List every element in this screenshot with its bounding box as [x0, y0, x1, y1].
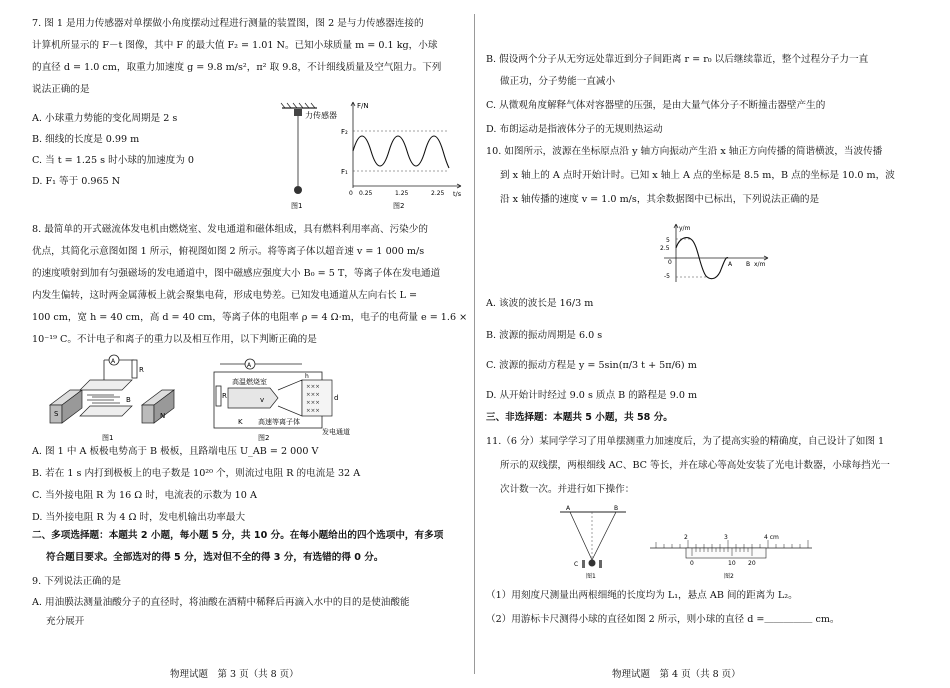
- svg-text:×××: ×××: [306, 392, 320, 398]
- section-3-header: 三、非选择题：本题共 5 小题，共 58 分。: [486, 412, 673, 423]
- section-2-line: 二、多项选择题：本题共 2 小题，每小题 5 分，共 10 分。在每小题给出的四个选项中，有多项: [32, 530, 444, 541]
- column-divider: [474, 14, 475, 674]
- point-a-label: A: [566, 505, 571, 512]
- q11-fig2-caption: 图2: [724, 573, 734, 580]
- svg-text:×××: ×××: [306, 408, 320, 414]
- q9-option-a-cont: 充分展开: [46, 616, 85, 627]
- width-label: h: [305, 373, 309, 380]
- tick-label: -5: [664, 273, 670, 280]
- point-c-label: C: [574, 561, 579, 568]
- q9-option-a: A. 用油膜法测量油酸分子的直径时，将油酸在酒精中稀释后再滴入水中的目的是使油酸能: [32, 597, 410, 608]
- plate-b-label: B: [126, 396, 131, 404]
- q7-line: 7. 图 1 是用力传感器对单摆做小角度摆动过程进行测量的装置图，图 2 是与力传感器连接的: [32, 18, 424, 29]
- vernier-label: 0: [690, 560, 694, 567]
- q8-option-c: C. 当外接电阻 R 为 16 Ω 时，电流表的示数为 10 A: [32, 490, 257, 501]
- q10-option-b: B. 波源的振动周期是 6.0 s: [486, 330, 603, 341]
- q9-option-b-cont: 做正功，分子势能一直减小: [500, 76, 616, 87]
- q8-line: 内发生偏转，这时两金属薄板上就会聚集电荷，形成电势差。已知发电通道从左向右长 L =: [32, 290, 418, 301]
- page-footer-right: 物理试题 第 4 页（共 8 页）: [612, 669, 741, 680]
- tick-label: 0: [349, 190, 353, 197]
- q8-line: 8. 最简单的开式磁流体发电机由燃烧室、发电通道和磁体组成，具有燃料利用率高、污染少的: [32, 224, 428, 235]
- q9-option-b: B. 假设两个分子从无穷远处靠近到分子间距离 r = r₀ 以后继续靠近，整个过程分子力一直: [486, 54, 869, 65]
- q7-line: 说法正确的是: [32, 84, 90, 95]
- q11-line: 所示的双线摆，两根细线 AC、BC 等长，并在球心等高处安装了光电计数器，小球每挡光一: [500, 460, 890, 471]
- q7-option-c: C. 当 t = 1.25 s 时小球的加速度为 0: [32, 155, 195, 166]
- q9-option-c: C. 从微观角度解释气体对容器壁的压强，是由大量气体分子不断撞击器壁产生的: [486, 100, 826, 111]
- f-axis-label: F/N: [357, 102, 369, 110]
- q8-line: 的速度喷射到加有匀强磁场的发电通道中，图中磁感应强度大小 B₀ = 5 T，等离子体在发电通道: [32, 268, 441, 279]
- q7-fig1-caption: 图1: [291, 202, 303, 210]
- tick-label: 0: [668, 259, 672, 266]
- q10-line: 到 x 轴上的 A 点时开始计时。已知 x 轴上 A 点的坐标是 8.5 m，B 点的坐标是 10.0 m，波: [500, 170, 895, 181]
- force-sensor-label: 力传感器: [305, 111, 337, 120]
- channel-label: 发电通道: [322, 428, 350, 436]
- q7-line: 的直径 d = 1.0 cm，取重力加速度 g = 9.8 m/s²，π² 取 9.8，不计细线质量及空气阻力。下列: [32, 62, 442, 73]
- point-a-label: A: [728, 261, 733, 268]
- force-curve: [353, 136, 449, 168]
- point-b-label: B: [746, 261, 751, 268]
- q7-figure-2: [337, 98, 467, 210]
- t-axis-label: t/s: [453, 190, 462, 198]
- q10-line: 10. 如图所示，波源在坐标原点沿 y 轴方向振动产生沿 x 轴正方向传播的简谐横波，当波传播: [486, 146, 883, 157]
- x-axis-label: x/m: [754, 261, 766, 268]
- tick-label: 1.25: [395, 190, 409, 197]
- q8-fig2-caption: 图2: [258, 434, 270, 442]
- svg-text:×××: ×××: [306, 400, 320, 406]
- magnet-n-label: N: [160, 412, 166, 420]
- q8-fig1-caption: 图1: [102, 434, 114, 442]
- q8-option-d: D. 当外接电阻 R 为 4 Ω 时，发电机输出功率最大: [32, 512, 246, 523]
- ammeter-label: A: [111, 358, 116, 365]
- q10-option-d: D. 从开始计时经过 9.0 s 质点 B 的路程是 9.0 m: [486, 390, 698, 401]
- tick-label: 2.5: [660, 245, 670, 252]
- magnet-s-label: S: [54, 410, 59, 418]
- chamber-label: 高温燃烧室: [232, 378, 267, 386]
- q8-line: 优点，其简化示意图如图 1 所示，俯视图如图 2 所示。将等离子体以超音速 v = 1 000 m/s: [32, 246, 425, 257]
- q11-line: 次计数一次。并进行如下操作：: [500, 484, 635, 495]
- f1-label: F₁: [341, 168, 348, 176]
- velocity-label: v: [260, 396, 265, 404]
- q7-option-b: B. 细线的长度是 0.99 m: [32, 134, 140, 145]
- main-scale-label: 3: [724, 534, 728, 541]
- q11-figure-1: [556, 504, 636, 582]
- q9-option-d: D. 布朗运动是指液体分子的无规则热运动: [486, 124, 663, 135]
- tick-label: 2.25: [431, 190, 445, 197]
- q8-option-b: B. 若在 1 s 内打到极板上的电子数是 10²⁰ 个，则流过电阻 R 的电流是 32 A: [32, 468, 361, 479]
- q8-figure-1: [42, 350, 192, 442]
- q10-line: 沿 x 轴传播的速度 v = 1.0 m/s，其余数据图中已标出，下列说法正确的是: [500, 194, 820, 205]
- q10-option-a: A. 该波的波长是 16/3 m: [486, 298, 594, 309]
- q10-wave-figure: [646, 222, 776, 284]
- vernier-label: 10: [728, 560, 736, 567]
- vernier-label: 20: [748, 560, 756, 567]
- point-b-label: B: [614, 505, 619, 512]
- svg-text:×××: ×××: [306, 384, 320, 390]
- q11-figure-2: [646, 530, 816, 582]
- switch-label: K: [238, 418, 243, 426]
- q11-step-1: （1）用刻度尺测量出两根细绳的长度均为 L₁，悬点 AB 间的距离为 L₂。: [486, 590, 798, 601]
- height-label: d: [334, 394, 339, 402]
- resistor-label: R: [139, 366, 144, 374]
- q8-option-a: A. 图 1 中 A 板极电势高于 B 极板，且路端电压 U_AB = 2 000 V: [32, 446, 319, 457]
- q7-fig2-caption: 图2: [393, 202, 405, 210]
- main-scale-label: 2: [684, 534, 688, 541]
- q11-fig1-caption: 图1: [586, 573, 596, 580]
- q7-option-a: A. 小球重力势能的变化周期是 2 s: [32, 113, 178, 124]
- q8-line: 100 cm，宽 h = 40 cm，高 d = 40 cm，等离子体的电阻率 ρ = 4 Ω·m，电子的电荷量 e = 1.6 ×: [32, 312, 468, 323]
- page-footer-left: 物理试题 第 3 页（共 8 页）: [170, 669, 299, 680]
- q11-line: 11.（6 分）某同学学习了用单摆测重力加速度后，为了提高实验的精确度，自己设计了如图 1: [486, 436, 885, 447]
- f2-label: F₂: [341, 128, 348, 136]
- q11-step-2: （2）用游标卡尺测得小球的直径如图 2 所示，则小球的直径 d =＿＿＿＿＿ cm。: [486, 614, 840, 625]
- main-scale-label: 4 cm: [764, 534, 779, 541]
- section-2-line: 符合题目要求。全部选对的得 5 分，选对但不全的得 3 分，有选错的得 0 分。: [46, 552, 384, 563]
- y-axis-label: y/m: [679, 225, 691, 232]
- resistor-label: R: [222, 392, 227, 400]
- q9-stem: 9. 下列说法正确的是: [32, 576, 121, 587]
- q10-option-c: C. 波源的振动方程是 y = 5sin(π/3 t + 5π/6) m: [486, 360, 697, 371]
- q8-line: 10⁻¹⁹ C。不计电子和离子的重力以及相互作用，以下判断正确的是: [32, 334, 317, 345]
- q7-option-d: D. F₁ 等于 0.965 N: [32, 176, 121, 187]
- q7-line: 计算机所显示的 F－t 图像，其中 F 的最大值 F₂ = 1.01 N。已知小球质量 m = 0.1 kg，小球: [32, 40, 438, 51]
- tick-label: 5: [666, 237, 670, 244]
- plasma-label: 高速等离子体: [258, 418, 300, 426]
- q8-figure-2: [210, 350, 370, 442]
- tick-label: 0.25: [359, 190, 373, 197]
- ammeter-label: A: [247, 362, 252, 369]
